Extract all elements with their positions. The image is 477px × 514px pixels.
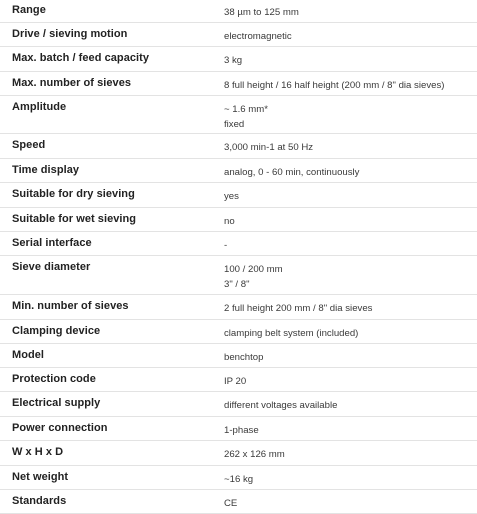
spec-label: Net weight [12, 471, 69, 483]
spec-label: Serial interface [12, 237, 92, 249]
spec-row [0, 344, 477, 368]
spec-label: Time display [12, 164, 80, 176]
spec-value-line: 3,000 min-1 at 50 Hz [224, 142, 314, 153]
spec-label: Suitable for dry sieving [12, 188, 135, 200]
spec-value-line: CE [224, 498, 238, 509]
spec-value [224, 47, 477, 71]
spec-row [0, 232, 477, 256]
spec-value-line: no [224, 216, 235, 227]
spec-row [0, 47, 477, 72]
spec-value-line: 1-phase [224, 425, 259, 436]
spec-label: Clamping device [12, 325, 101, 337]
spec-row [0, 320, 477, 344]
spec-value-line: IP 20 [224, 376, 247, 387]
spec-value [224, 208, 477, 231]
spec-value [224, 344, 477, 367]
spec-value-line: benchtop [224, 352, 264, 363]
spec-row [0, 368, 477, 392]
spec-value [224, 134, 477, 158]
spec-label: Electrical supply [12, 397, 101, 409]
spec-row [0, 159, 477, 183]
spec-label: W x H x D [12, 446, 64, 458]
spec-value-line: yes [224, 191, 239, 202]
spec-value [224, 0, 477, 22]
spec-row [0, 490, 477, 514]
spec-row [0, 96, 477, 134]
spec-value-line: 100 / 200 mm [224, 264, 283, 275]
spec-row [0, 134, 477, 159]
spec-value-line: electromagnetic [224, 31, 292, 42]
spec-value-line: - [224, 240, 228, 251]
spec-value [224, 368, 477, 391]
spec-row [0, 295, 477, 320]
spec-row [0, 23, 477, 47]
spec-label: Standards [12, 495, 67, 507]
spec-value-line: 262 x 126 mm [224, 449, 285, 460]
spec-label: Drive / sieving motion [12, 28, 128, 40]
spec-row [0, 466, 477, 490]
spec-value [224, 417, 477, 440]
spec-label: Min. number of sieves [12, 300, 129, 312]
spec-row [0, 183, 477, 208]
spec-value [224, 295, 477, 319]
spec-value [224, 392, 477, 416]
spec-value [224, 232, 477, 255]
spec-row [0, 392, 477, 417]
spec-row [0, 0, 477, 23]
spec-label: Model [12, 349, 45, 361]
spec-label: Protection code [12, 373, 96, 385]
spec-label: Suitable for wet sieving [12, 213, 137, 225]
spec-label: Speed [12, 139, 46, 151]
spec-value [224, 320, 477, 343]
spec-label: Range [12, 4, 46, 16]
spec-label: Amplitude [12, 101, 67, 113]
spec-value-line: different voltages available [224, 400, 338, 411]
spec-value [224, 490, 477, 513]
spec-label: Max. batch / feed capacity [12, 52, 150, 64]
spec-value-line: ~ 1.6 mm* [224, 104, 268, 115]
spec-value [224, 23, 477, 46]
spec-value-line: fixed [224, 119, 245, 130]
spec-value-line: clamping belt system (included) [224, 328, 359, 339]
spec-value [224, 96, 477, 133]
spec-row [0, 208, 477, 232]
spec-value-line: 38 µm to 125 mm [224, 7, 299, 18]
spec-row [0, 441, 477, 466]
spec-row [0, 417, 477, 441]
spec-row [0, 72, 477, 96]
spec-value [224, 466, 477, 489]
spec-value [224, 256, 477, 294]
spec-value-line: 8 full height / 16 half height (200 mm / 8" dia sieves) [224, 80, 445, 91]
spec-value-line: 3" / 8" [224, 279, 250, 290]
spec-value [224, 72, 477, 95]
spec-label: Power connection [12, 422, 108, 434]
spec-value [224, 441, 477, 465]
spec-value-line: 3 kg [224, 55, 243, 66]
spec-value [224, 159, 477, 182]
spec-value-line: ~16 kg [224, 474, 254, 485]
spec-label: Max. number of sieves [12, 77, 132, 89]
spec-value [224, 183, 477, 207]
spec-label: Sieve diameter [12, 261, 91, 273]
spec-row [0, 256, 477, 295]
spec-value-line: analog, 0 - 60 min, continuously [224, 167, 360, 178]
spec-value-line: 2 full height 200 mm / 8" dia sieves [224, 303, 373, 314]
